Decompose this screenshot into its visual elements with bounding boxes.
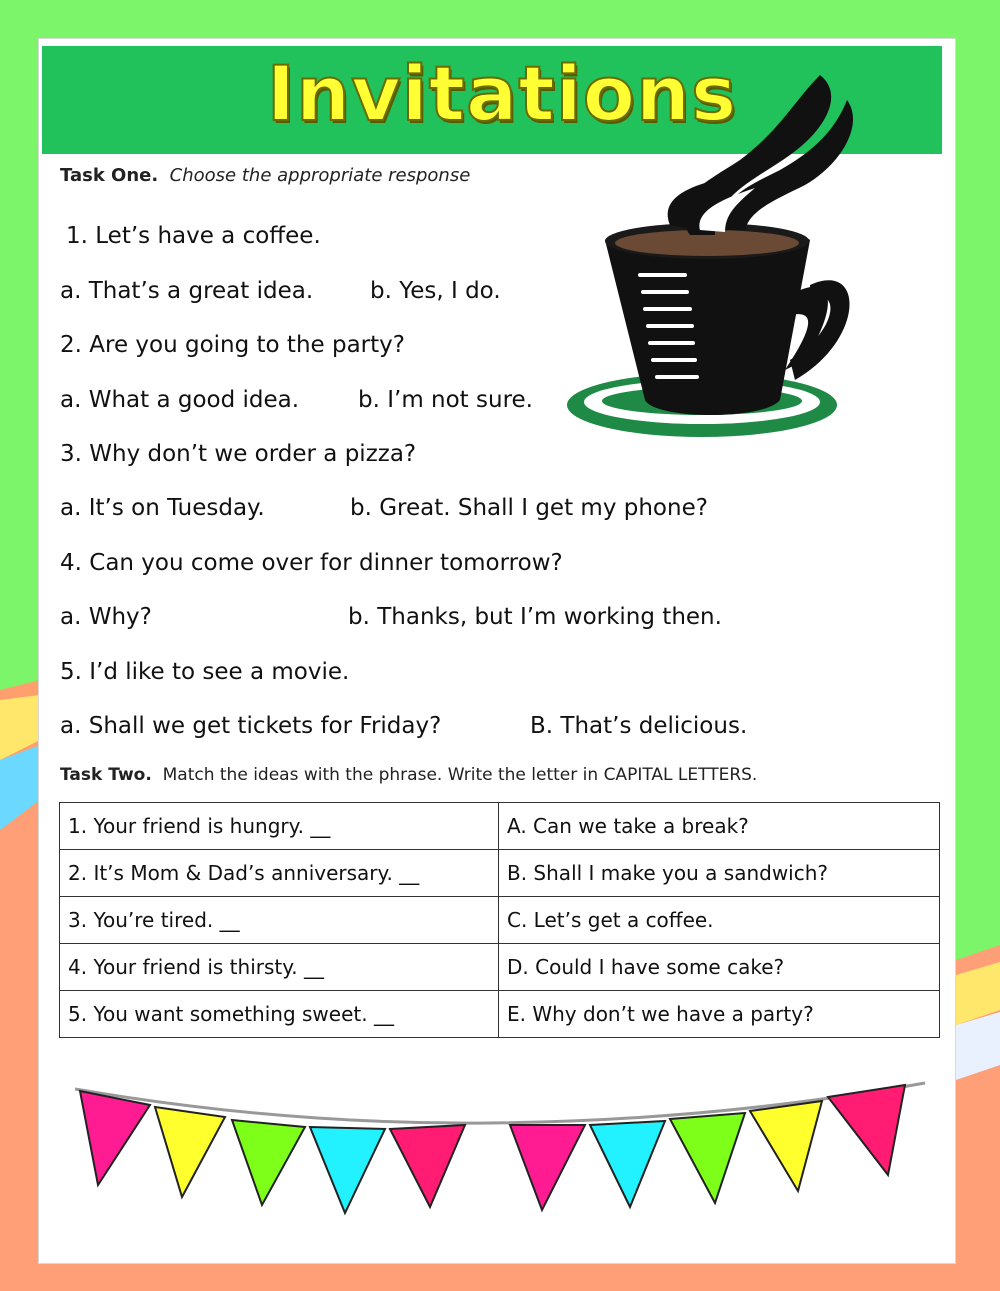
- idea-cell: 5. You want something sweet. __: [60, 991, 499, 1038]
- option-b-2: b. I’m not sure.: [358, 387, 533, 413]
- phrase-cell: C. Let’s get a coffee.: [499, 897, 940, 944]
- answer-row-5: [60, 713, 748, 739]
- phrase-cell: E. Why don’t we have a party?: [499, 991, 940, 1038]
- table-row: [60, 803, 940, 850]
- bunting-flag: [670, 1113, 745, 1203]
- idea-cell: 4. Your friend is thirsty. __: [60, 944, 499, 991]
- bunting-flag: [828, 1085, 905, 1175]
- bunting-flag: [232, 1120, 305, 1205]
- question-5: 5. I’d like to see a movie.: [60, 659, 350, 685]
- bunting-flag: [590, 1121, 665, 1207]
- bunting-flag: [80, 1091, 150, 1185]
- idea-cell: 2. It’s Mom & Dad’s anniversary. __: [60, 850, 499, 897]
- bunting-flag: [510, 1125, 585, 1210]
- table-row: [60, 944, 940, 991]
- option-b-4: b. Thanks, but I’m working then.: [348, 604, 722, 630]
- matching-table: [59, 802, 940, 1038]
- task-two-label: Task Two.: [60, 765, 152, 785]
- table-row: [60, 991, 940, 1038]
- phrase-cell: B. Shall I make you a sandwich?: [499, 850, 940, 897]
- option-a-4: a. Why?: [60, 604, 152, 630]
- question-1: 1. Let’s have a coffee.: [66, 223, 321, 249]
- task-one-heading: [60, 165, 470, 186]
- question-3: 3. Why don’t we order a pizza?: [60, 441, 417, 467]
- idea-cell: 3. You’re tired. __: [60, 897, 499, 944]
- table-row: [60, 897, 940, 944]
- bunting-flags-icon: [70, 1075, 930, 1225]
- option-a-3: a. It’s on Tuesday.: [60, 495, 265, 521]
- option-b-5: B. That’s delicious.: [530, 713, 748, 739]
- coffee-cup-icon: [565, 70, 895, 450]
- phrase-cell: D. Could I have some cake?: [499, 944, 940, 991]
- question-2: 2. Are you going to the party?: [60, 332, 405, 358]
- task-two-heading: [60, 765, 757, 785]
- bunting-flag: [750, 1101, 822, 1191]
- answer-row-3: [60, 495, 708, 521]
- task-one-label: Task One.: [60, 165, 159, 186]
- table-row: [60, 850, 940, 897]
- option-b-1: b. Yes, I do.: [370, 278, 501, 304]
- bunting-flag: [390, 1125, 465, 1207]
- answer-row-2: [60, 387, 533, 413]
- task-one-instruction: Choose the appropriate response: [169, 165, 471, 186]
- option-a-5: a. Shall we get tickets for Friday?: [60, 713, 442, 739]
- option-b-3: b. Great. Shall I get my phone?: [350, 495, 708, 521]
- question-4: 4. Can you come over for dinner tomorrow?: [60, 550, 563, 576]
- bunting-flag: [155, 1107, 225, 1197]
- phrase-cell: A. Can we take a break?: [499, 803, 940, 850]
- option-a-2: a. What a good idea.: [60, 387, 300, 413]
- page-title: Invitations: [266, 49, 738, 138]
- answer-row-4: [60, 604, 722, 630]
- option-a-1: a. That’s a great idea.: [60, 278, 314, 304]
- bunting-flag: [310, 1127, 385, 1213]
- answer-row-1: [60, 278, 501, 304]
- idea-cell: 1. Your friend is hungry. __: [60, 803, 499, 850]
- task-two-instruction: Match the ideas with the phrase. Write the letter in CAPITAL LETTERS.: [162, 765, 758, 785]
